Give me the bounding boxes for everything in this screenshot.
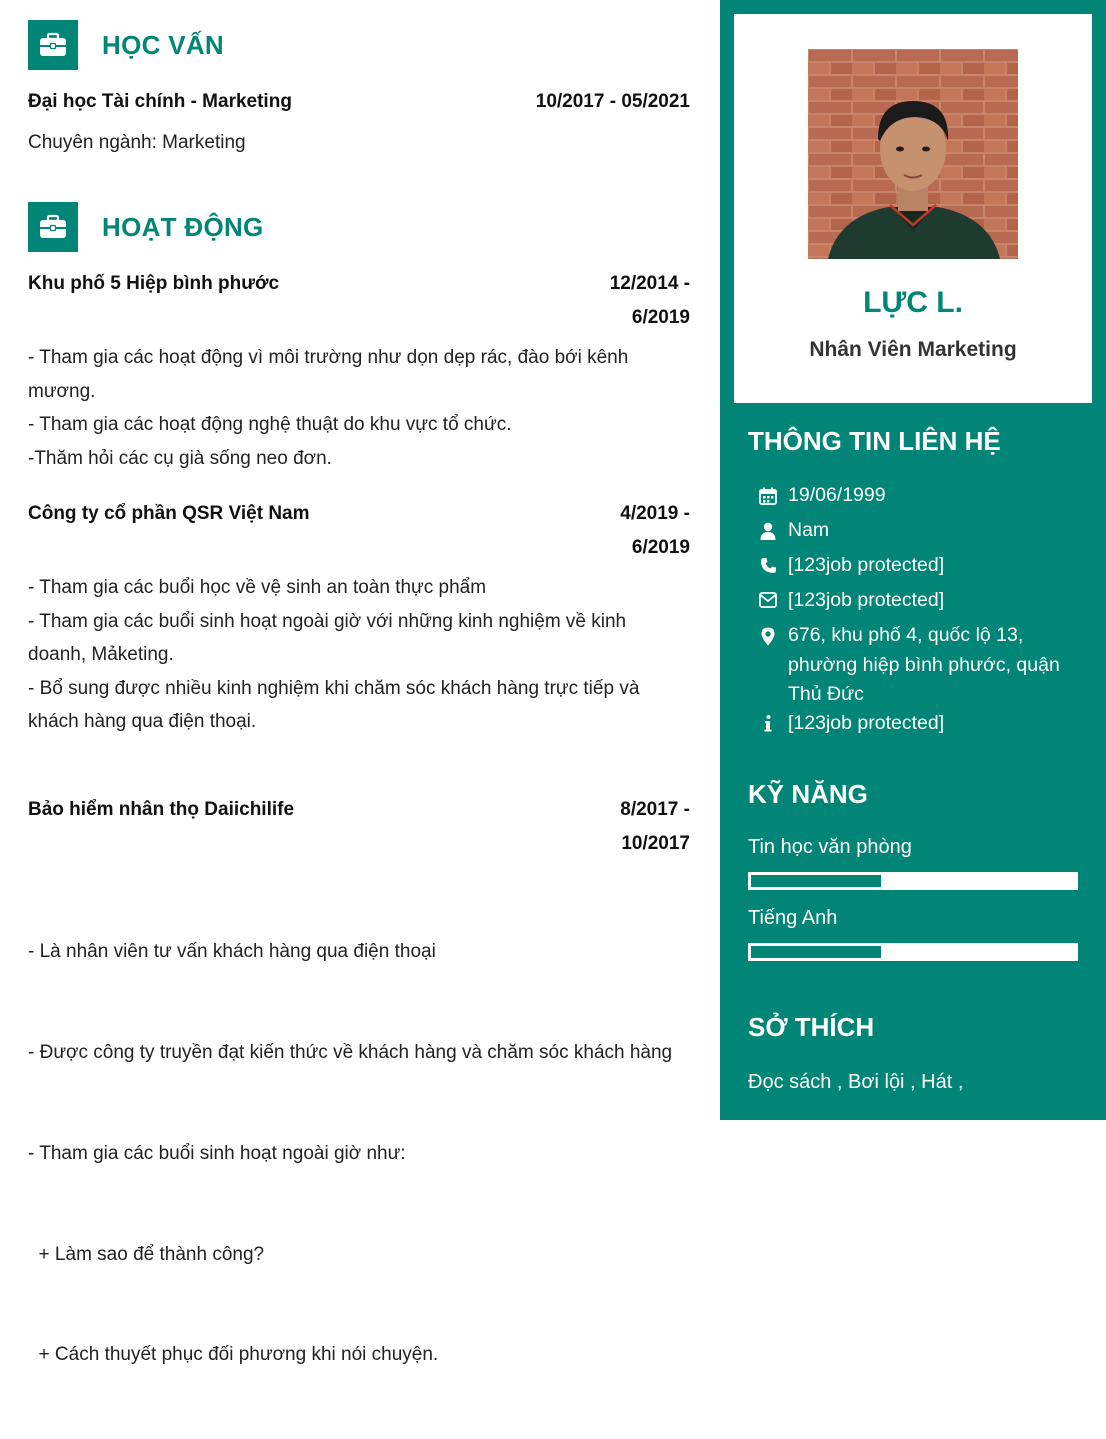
skill-level-fill	[751, 875, 881, 887]
contact-birthday: 19/06/1999	[748, 481, 1088, 511]
contact-gender: Nam	[748, 516, 1088, 546]
hobbies-title: SỞ THÍCH	[748, 1012, 875, 1042]
activity-org: Bảo hiểm nhân thọ Daiichilife	[28, 799, 295, 820]
contact-phone: [123job protected]	[748, 551, 1088, 581]
skill-level-fill	[751, 946, 881, 958]
contact-address: 676, khu phố 4, quốc lộ 13, phường hiệp bình phước, quận Thủ Đức	[748, 621, 1088, 710]
hobbies-text: Đọc sách , Bơi lội , Hát ,	[748, 1071, 964, 1093]
envelope-icon	[748, 586, 788, 616]
skill-name: Tin học văn phòng	[748, 836, 912, 858]
skill-name: Tiếng Anh	[748, 907, 838, 929]
avatar	[808, 49, 1018, 259]
activities-section-header	[28, 202, 264, 252]
skill-level-bar	[748, 872, 1078, 890]
contact-email: [123job protected]	[748, 586, 1088, 616]
education-section-header	[28, 20, 224, 70]
map-marker-icon	[748, 621, 788, 710]
candidate-job-title: Nhân Viên Marketing	[809, 338, 1017, 361]
activity-date: 4/2019 - 6/2019	[620, 503, 690, 558]
education-school: Đại học Tài chính - Marketing	[28, 91, 292, 112]
calendar-icon	[748, 481, 788, 511]
profile-card	[734, 14, 1092, 403]
phone-icon	[748, 551, 788, 581]
user-icon	[748, 516, 788, 546]
activities-title: HOẠT ĐỘNG	[102, 211, 264, 242]
activity-description: - Tham gia các hoạt động vì môi trường như dọn dẹp rác, đào bới kênh mương. - Tham gia các hoạt động nghệ thuật do khu vực tổ chức. -Thăm hỏi các cụ già sống neo đơn.	[28, 347, 629, 469]
contact-title: THÔNG TIN LIÊN HỆ	[748, 426, 1001, 456]
candidate-name: LỰC L.	[863, 286, 963, 319]
briefcase-icon	[28, 20, 78, 70]
activity-date: 8/2017 - 10/2017	[620, 799, 690, 854]
info-icon	[748, 709, 788, 739]
activity-date: 12/2014 - 6/2019	[609, 273, 690, 328]
education-major: Chuyên ngành: Marketing	[28, 132, 246, 153]
activity-description: - Là nhân viên tư vấn khách hàng qua điện thoại - Được công ty truyền đạt kiến thức về khách hàng và chăm sóc khách hàng - Tham gia các buổi sinh hoạt ngoài giờ như: + Làm sao để thành công? + Cách thuyết phục đối phương khi nói chuyện.	[28, 941, 673, 1366]
activity-org: Khu phố 5 Hiệp bình phước	[28, 273, 280, 294]
education-title: HỌC VẤN	[102, 29, 224, 60]
activity-description: - Tham gia các buổi học về vệ sinh an toàn thực phẩm - Tham gia các buổi sinh hoạt ngoài giờ với những kinh nghiệm về kinh doanh, Mảketing. - Bổ sung được nhiều kinh nghiệm khi chăm sóc khách hàng trực tiếp và khách hàng qua điện thoại.	[28, 577, 640, 733]
briefcase-icon	[28, 202, 78, 252]
education-date: 10/2017 - 05/2021	[535, 91, 690, 112]
skill-level-bar	[748, 943, 1078, 961]
contact-info: [123job protected]	[748, 709, 1088, 739]
sidebar	[720, 0, 1106, 1120]
activity-org: Công ty cổ phần QSR Việt Nam	[28, 503, 310, 524]
skills-title: KỸ NĂNG	[748, 779, 868, 809]
